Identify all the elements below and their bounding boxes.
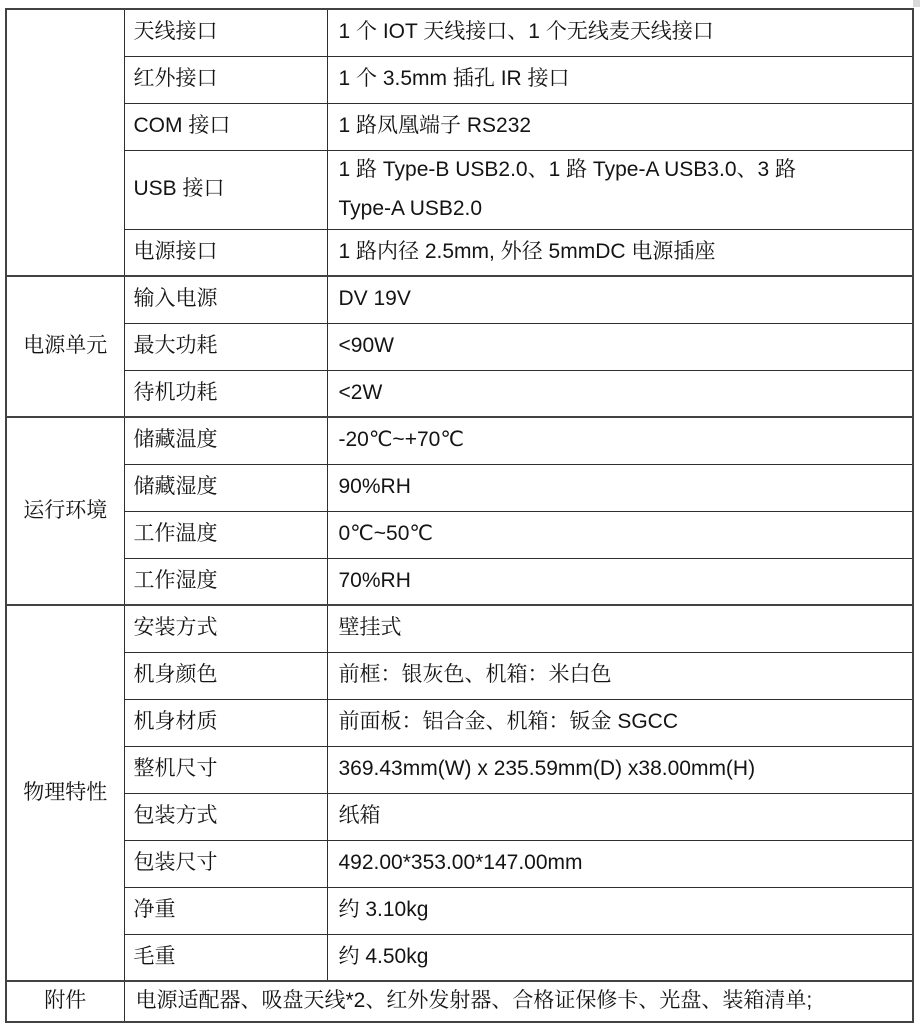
spec-value-working-humidity: 70%RH: [327, 558, 913, 605]
table-row: [6, 605, 913, 652]
spec-value-dimensions: 369.43mm(W) x 235.59mm(D) x38.00mm(H): [327, 746, 913, 793]
table-row: [6, 276, 913, 323]
spec-value-standby-consumption: <2W: [327, 370, 913, 417]
spec-category-cell-power-unit: 电源单元: [6, 276, 124, 417]
table-row: [6, 229, 913, 276]
spec-label-packing-size: 包装尺寸: [124, 840, 327, 887]
spec-value-input-power: DV 19V: [327, 276, 913, 323]
spec-value-antenna-port: 1 个 IOT 天线接口、1 个无线麦天线接口: [327, 9, 913, 56]
spec-value-power-port: 1 路内径 2.5mm, 外径 5mmDC 电源插座: [327, 229, 913, 276]
table-row: [6, 558, 913, 605]
spec-value-packing-method: 纸箱: [327, 793, 913, 840]
table-row: [6, 150, 913, 229]
spec-label-antenna-port: 天线接口: [124, 9, 327, 56]
table-row: [6, 9, 913, 56]
table-row: [6, 981, 913, 1022]
table-row: [6, 56, 913, 103]
spec-value-body-color: 前框：银灰色、机箱：米白色: [327, 652, 913, 699]
spec-value-ir-port: 1 个 3.5mm 插孔 IR 接口: [327, 56, 913, 103]
table-row: [6, 793, 913, 840]
spec-value-working-temp: 0℃~50℃: [327, 511, 913, 558]
spec-value-storage-humidity: 90%RH: [327, 464, 913, 511]
table-row: [6, 103, 913, 150]
spec-label-usb-port: USB 接口: [124, 150, 327, 229]
spec-label-working-humidity: 工作湿度: [124, 558, 327, 605]
spec-value-gross-weight: 约 4.50kg: [327, 934, 913, 981]
spec-value-max-consumption: <90W: [327, 323, 913, 370]
spec-label-body-material: 机身材质: [124, 699, 327, 746]
spec-value-net-weight: 约 3.10kg: [327, 887, 913, 934]
spec-label-body-color: 机身颜色: [124, 652, 327, 699]
spec-label-input-power: 输入电源: [124, 276, 327, 323]
spec-category-cell-environment: 运行环境: [6, 417, 124, 605]
spec-label-gross-weight: 毛重: [124, 934, 327, 981]
spec-value-com-port: 1 路凤凰端子 RS232: [327, 103, 913, 150]
spec-category-cell-interfaces: [6, 9, 124, 276]
table-row: [6, 652, 913, 699]
spec-label-storage-humidity: 储藏湿度: [124, 464, 327, 511]
spec-label-dimensions: 整机尺寸: [124, 746, 327, 793]
table-row: [6, 417, 913, 464]
spec-label-standby-consumption: 待机功耗: [124, 370, 327, 417]
screen-edge-artifact: [913, 0, 920, 7]
table-row: [6, 840, 913, 887]
table-row: [6, 746, 913, 793]
spec-label-com-port: COM 接口: [124, 103, 327, 150]
spec-value-usb-port: 1 路 Type-B USB2.0、1 路 Type-A USB3.0、3 路 Type-A USB2.0: [327, 150, 913, 229]
spec-label-storage-temp: 储藏温度: [124, 417, 327, 464]
spec-label-max-consumption: 最大功耗: [124, 323, 327, 370]
spec-label-ir-port: 红外接口: [124, 56, 327, 103]
spec-value-body-material: 前面板：铝合金、机箱：钣金 SGCC: [327, 699, 913, 746]
spec-label-mounting: 安装方式: [124, 605, 327, 652]
spec-value-packing-size: 492.00*353.00*147.00mm: [327, 840, 913, 887]
spec-label-working-temp: 工作温度: [124, 511, 327, 558]
table-row: [6, 934, 913, 981]
spec-category-cell-accessories: 附件: [6, 981, 124, 1022]
spec-value-mounting: 壁挂式: [327, 605, 913, 652]
spec-label-net-weight: 净重: [124, 887, 327, 934]
spec-category-cell-physical: 物理特性: [6, 605, 124, 981]
table-row: [6, 887, 913, 934]
spec-value-storage-temp: -20℃~+70℃: [327, 417, 913, 464]
spec-value-accessories: 电源适配器、吸盘天线*2、红外发射器、合格证保修卡、光盘、装箱清单;: [124, 981, 913, 1022]
spec-table: [5, 8, 914, 1023]
table-row: [6, 464, 913, 511]
spec-label-packing-method: 包装方式: [124, 793, 327, 840]
table-row: [6, 511, 913, 558]
table-row: [6, 323, 913, 370]
spec-label-power-port: 电源接口: [124, 229, 327, 276]
table-row: [6, 699, 913, 746]
table-row: [6, 370, 913, 417]
